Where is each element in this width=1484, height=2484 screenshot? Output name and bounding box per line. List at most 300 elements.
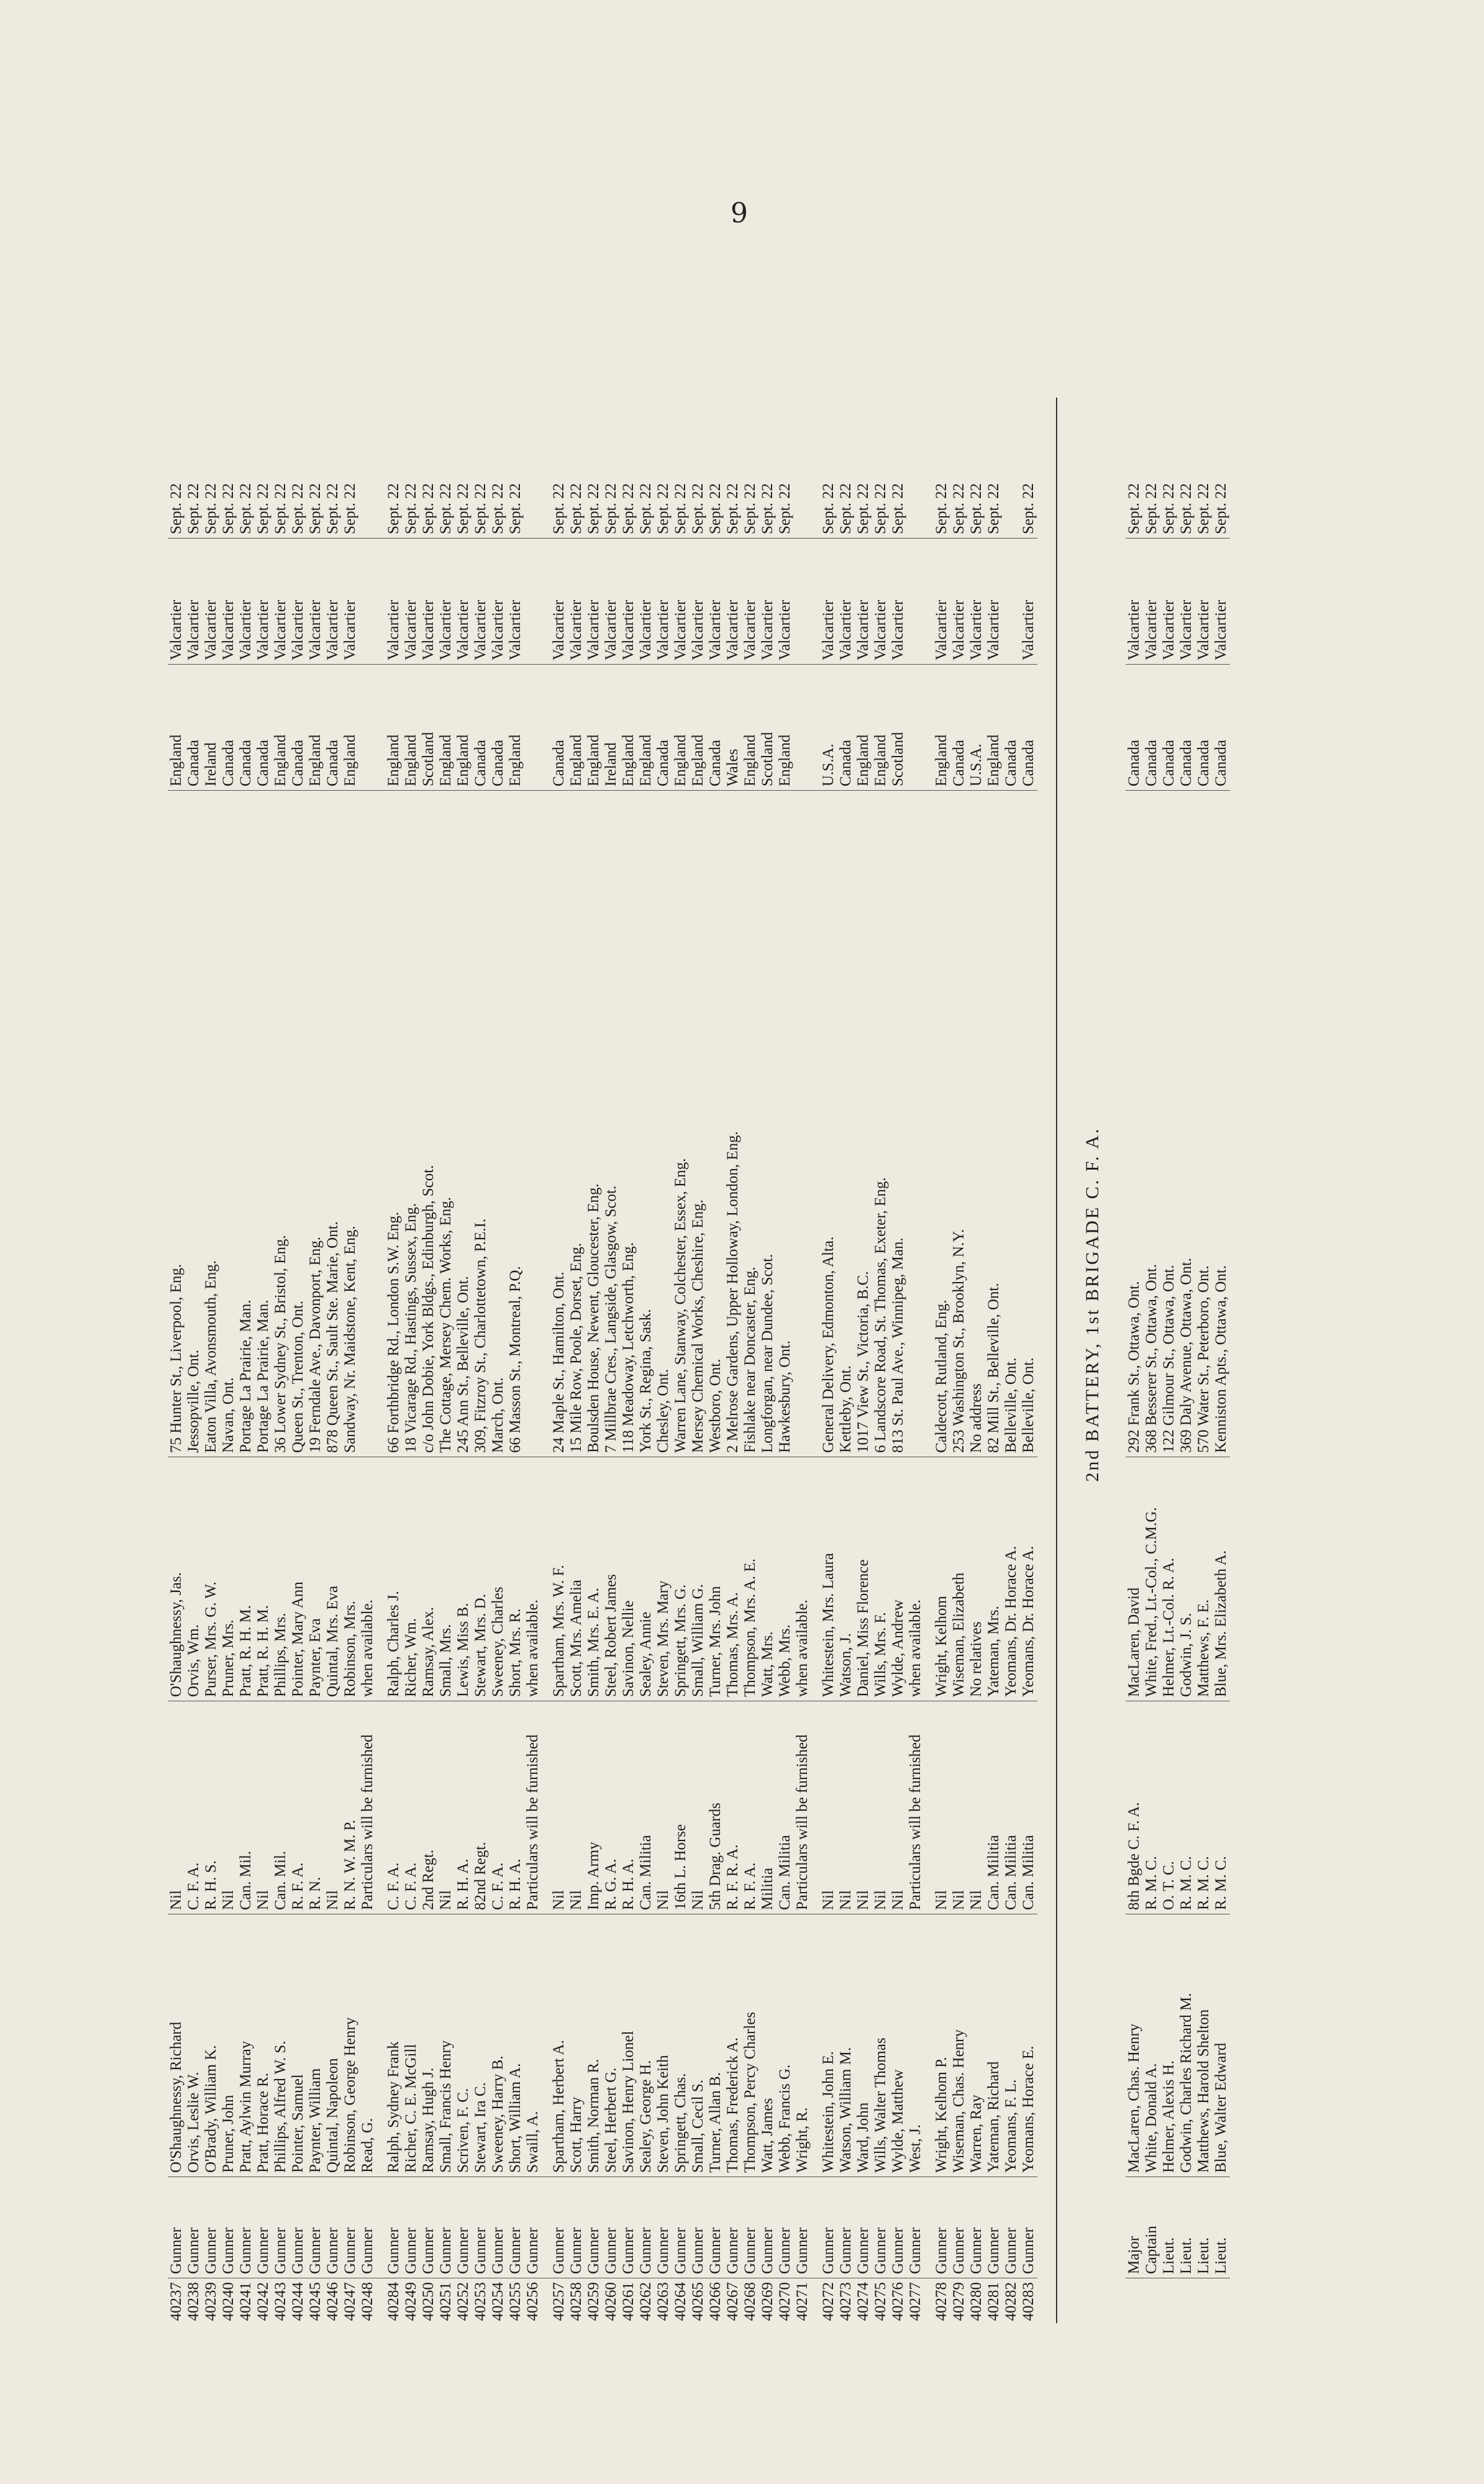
cell-name: Small, Cecil S.	[690, 1914, 707, 2177]
cell-rank: Gunner	[585, 2177, 603, 2278]
table-row	[507, 437, 524, 2360]
cell-place: Valcartier	[742, 539, 759, 665]
cell-date: Sept. 22	[1178, 437, 1195, 539]
cell-unit: Particulars will be furnished	[907, 1701, 924, 1914]
table-row	[324, 437, 342, 2360]
cell-address: 66 Forthbridge Rd., London S.W. Eng.	[385, 791, 403, 1457]
cell-kin: when available.	[794, 1457, 811, 1701]
cell-address	[907, 791, 924, 1457]
cell-place: Valcartier	[1143, 539, 1160, 665]
cell-kin: Blue, Mrs. Elizabeth A.	[1213, 1457, 1230, 1701]
cell-num	[1143, 2278, 1160, 2361]
cell-unit: 5th Drag. Guards	[707, 1701, 724, 1914]
nominal-roll-table	[168, 437, 1037, 2360]
cell-rank: Gunner	[203, 2177, 220, 2278]
cell-kin: Steven, Mrs. Mary	[655, 1457, 672, 1701]
cell-num: 40251	[437, 2282, 454, 2321]
cell-address: 15 Mile Row, Poole, Dorset, Eng.	[568, 791, 585, 1457]
cell-date: Sept. 22	[1126, 437, 1143, 539]
cell-date: Sept. 22	[568, 437, 585, 539]
cell-num: 40269	[759, 2282, 776, 2321]
cell-address: Navan, Ont.	[220, 791, 237, 1457]
cell-rank: Gunner	[220, 2177, 237, 2278]
cell-unit: 16th L. Horse	[672, 1701, 690, 1914]
cell-place: Valcartier	[690, 539, 707, 665]
cell-place: Valcartier	[403, 539, 420, 665]
cell-country: Wales	[724, 665, 742, 791]
cell-unit: Can. Mil.	[237, 1701, 255, 1914]
cell-unit: Nil	[220, 1701, 237, 1914]
cell-date	[794, 437, 811, 539]
cell-address: Eaton Villa, Avonsmouth, Eng.	[203, 791, 220, 1457]
cell-name: Warren, Ray	[968, 1914, 985, 2177]
cell-num: 40278	[933, 2282, 950, 2321]
cell-place: Valcartier	[1160, 539, 1178, 665]
table-row	[237, 437, 255, 2360]
cell-rank: Major	[1126, 2177, 1143, 2278]
cell-unit: R. H. A.	[620, 1701, 637, 1914]
cell-num: 40284	[385, 2282, 402, 2321]
cell-country: England	[620, 665, 637, 791]
cell-kin: Small, William G.	[690, 1457, 707, 1701]
table-row	[1213, 437, 1230, 2360]
cell-country: Canada	[1126, 665, 1143, 791]
cell-kin: when available.	[524, 1457, 542, 1701]
cell-country: Canada	[1213, 665, 1230, 791]
cell-country: Canada	[1143, 665, 1160, 791]
cell-rank: Gunner	[272, 2177, 289, 2278]
cell-name: O'Brady, William K.	[203, 1914, 220, 2177]
cell-num: 40244	[289, 2282, 306, 2321]
cell-num: 40263	[655, 2282, 671, 2321]
cell-address: 292 Frank St., Ottawa, Ont.	[1126, 791, 1143, 1457]
table-row	[672, 437, 690, 2360]
cell-date: Sept. 22	[255, 437, 272, 539]
cell-unit: 82nd Regt.	[472, 1701, 489, 1914]
cell-address: General Delivery, Edmonton, Alta.	[820, 791, 837, 1457]
cell-place: Valcartier	[585, 539, 603, 665]
cell-place: Valcartier	[968, 539, 985, 665]
table-row	[550, 437, 568, 2360]
table-row	[759, 437, 776, 2360]
cell-num: 40248	[359, 2282, 376, 2321]
cell-date: Sept. 22	[272, 437, 289, 539]
cell-name: Matthews, Harold Shelton	[1195, 1914, 1213, 2177]
cell-place: Valcartier	[837, 539, 855, 665]
cell-kin: Thompson, Mrs. A. E.	[742, 1457, 759, 1701]
cell-num: 40240	[220, 2282, 237, 2321]
table-row	[794, 437, 811, 2360]
cell-date: Sept. 22	[437, 437, 455, 539]
cell-kin: Short, Mrs. R.	[507, 1457, 524, 1701]
cell-kin: Daniel, Miss Florence	[855, 1457, 872, 1701]
cell-date: Sept. 22	[385, 437, 403, 539]
cell-rank: Gunner	[837, 2177, 855, 2278]
cell-date: Sept. 22	[307, 437, 324, 539]
cell-country: England	[403, 665, 420, 791]
table-row	[933, 437, 950, 2360]
table-row	[472, 437, 489, 2360]
cell-country: Canada	[255, 665, 272, 791]
cell-rank: Gunner	[1020, 2177, 1037, 2278]
cell-unit: Nil	[550, 1701, 568, 1914]
cell-num: 40276	[890, 2282, 906, 2321]
cell-unit: Can. Militia	[776, 1701, 794, 1914]
table-row	[359, 437, 376, 2360]
cell-name: Wiseman, Chas. Henry	[950, 1914, 968, 2177]
cell-place: Valcartier	[707, 539, 724, 665]
cell-name: Steel, Herbert G.	[603, 1914, 620, 2177]
cell-num: 40267	[724, 2282, 741, 2321]
cell-date: Sept. 22	[489, 437, 507, 539]
cell-country: Canada	[237, 665, 255, 791]
cell-name: White, Donald A.	[1143, 1914, 1160, 2177]
cell-kin: Ralph, Charles J.	[385, 1457, 403, 1701]
cell-unit: Nil	[837, 1701, 855, 1914]
cell-address: 368 Besserer St., Ottawa, Ont.	[1143, 791, 1160, 1457]
cell-kin: Stewart, Mrs. D.	[472, 1457, 489, 1701]
table-row	[872, 437, 890, 2360]
table-row	[603, 437, 620, 2360]
cell-kin: Pratt, R. H. M.	[255, 1457, 272, 1701]
cell-address	[524, 791, 542, 1457]
page-number: 9	[731, 198, 748, 229]
cell-date: Sept. 22	[455, 437, 472, 539]
cell-unit: R. F. A.	[742, 1701, 759, 1914]
cell-country: Scotland	[890, 665, 907, 791]
table-row	[524, 437, 542, 2360]
cell-address: Kenniston Apts., Ottawa, Ont.	[1213, 791, 1230, 1457]
cell-name: Wright, Kelhom P.	[933, 1914, 950, 2177]
cell-unit: C. F. A.	[403, 1701, 420, 1914]
cell-country: England	[742, 665, 759, 791]
cell-country	[907, 665, 924, 791]
table-row	[655, 437, 672, 2360]
cell-name: Sealey, George H.	[637, 1914, 655, 2177]
cell-country	[794, 665, 811, 791]
cell-name: Thomas, Frederick A.	[724, 1914, 742, 2177]
cell-kin: Robinson, Mrs.	[342, 1457, 359, 1701]
cell-rank: Gunner	[385, 2177, 403, 2278]
cell-date: Sept. 22	[420, 437, 437, 539]
cell-country: U.S.A.	[820, 665, 837, 791]
cell-address: No address	[968, 791, 985, 1457]
cell-name: Ward, John	[855, 1914, 872, 2177]
cell-kin: Purser, Mrs. G. W.	[203, 1457, 220, 1701]
cell-rank: Lieut.	[1160, 2177, 1178, 2278]
cell-place: Valcartier	[1178, 539, 1195, 665]
cell-address: 6 Landscore Road, St. Thomas, Exeter, Eng.	[872, 791, 890, 1457]
cell-rank: Gunner	[907, 2177, 924, 2278]
cell-address: 813 St. Paul Ave., Winnipeg, Man.	[890, 791, 907, 1457]
cell-unit: R. G. A.	[603, 1701, 620, 1914]
cell-num: 40283	[1020, 2282, 1037, 2321]
cell-num: 40243	[272, 2282, 289, 2321]
table-row	[455, 437, 472, 2360]
cell-rank: Gunner	[437, 2177, 455, 2278]
cell-date: Sept. 22	[690, 437, 707, 539]
cell-place	[524, 539, 542, 665]
cell-name: Webb, Francis G.	[776, 1914, 794, 2177]
cell-address: Hawkesbury, Ont.	[776, 791, 794, 1457]
cell-rank: Gunner	[489, 2177, 507, 2278]
table-row	[385, 437, 403, 2360]
cell-address: Fishlake near Doncaster, Eng.	[742, 791, 759, 1457]
cell-unit: R. M. C.	[1178, 1701, 1195, 1914]
cell-num: 40253	[472, 2282, 489, 2321]
section-divider	[1056, 398, 1057, 2323]
cell-unit: Particulars will be furnished	[359, 1701, 376, 1914]
section-heading: 2nd BATTERY, 1st BRIGADE C. F. A.	[1082, 1127, 1103, 1482]
cell-country: Canada	[837, 665, 855, 791]
cell-country: Ireland	[203, 665, 220, 791]
cell-unit: R. H. A.	[455, 1701, 472, 1914]
cell-date: Sept. 22	[672, 437, 690, 539]
cell-kin: Pointer, Mary Ann	[289, 1457, 307, 1701]
cell-num: 40238	[185, 2282, 202, 2321]
cell-rank: Gunner	[855, 2177, 872, 2278]
cell-kin: Wylde, Andrew	[890, 1457, 907, 1701]
cell-country: England	[385, 665, 403, 791]
cell-country: England	[672, 665, 690, 791]
cell-name: Whitestein, John E.	[820, 1914, 837, 2177]
table-row	[203, 437, 220, 2360]
cell-rank: Gunner	[420, 2177, 437, 2278]
cell-date: Sept. 22	[855, 437, 872, 539]
cell-name: Pruner, John	[220, 1914, 237, 2177]
cell-name: Read, G.	[359, 1914, 376, 2177]
cell-kin: when available.	[359, 1457, 376, 1701]
cell-num: 40268	[742, 2282, 758, 2321]
cell-name: Wylde, Matthew	[890, 1914, 907, 2177]
cell-name: Scott, Harry	[568, 1914, 585, 2177]
cell-place: Valcartier	[1195, 539, 1213, 665]
cell-rank: Gunner	[933, 2177, 950, 2278]
table-row	[620, 437, 637, 2360]
cell-num: 40242	[255, 2282, 271, 2321]
cell-date: Sept. 22	[759, 437, 776, 539]
cell-address: 878 Queen St., Sault Ste. Marie, Ont.	[324, 791, 342, 1457]
cell-place: Valcartier	[933, 539, 950, 665]
cell-kin: Paynter, Eva	[307, 1457, 324, 1701]
cell-unit: Nil	[890, 1701, 907, 1914]
cell-rank: Gunner	[307, 2177, 324, 2278]
cell-name: Ramsay, Hugh J.	[420, 1914, 437, 2177]
cell-date: Sept. 22	[890, 437, 907, 539]
cell-num	[1213, 2278, 1230, 2361]
cell-date: Sept. 22	[585, 437, 603, 539]
cell-date: Sept. 22	[220, 437, 237, 539]
cell-num: 40258	[568, 2282, 585, 2321]
cell-place: Valcartier	[272, 539, 289, 665]
cell-place: Valcartier	[185, 539, 203, 665]
cell-address: The Cottage, Mersey Chem. Works, Eng.	[437, 791, 455, 1457]
cell-num: 40237	[168, 2282, 184, 2321]
cell-place: Valcartier	[985, 539, 1003, 665]
cell-kin: O'Shaughnessy, Jas.	[168, 1457, 185, 1701]
cell-address: 570 Water St., Peterboro, Ont.	[1195, 791, 1213, 1457]
cell-country: England	[272, 665, 289, 791]
cell-place: Valcartier	[289, 539, 307, 665]
cell-num: 40280	[968, 2282, 985, 2321]
cell-num: 40239	[203, 2282, 219, 2321]
cell-address: 18 Vicarage Rd., Hastings, Sussex, Eng.	[403, 791, 420, 1457]
cell-date: Sept. 22	[203, 437, 220, 539]
cell-country	[524, 665, 542, 791]
cell-country: Canada	[707, 665, 724, 791]
cell-place: Valcartier	[759, 539, 776, 665]
cell-name: Smith, Norman R.	[585, 1914, 603, 2177]
cell-date: Sept. 22	[655, 437, 672, 539]
cell-kin: Quintal, Mrs. Eva	[324, 1457, 342, 1701]
cell-num: 40257	[550, 2282, 567, 2321]
cell-rank: Gunner	[637, 2177, 655, 2278]
group-gap	[376, 437, 385, 2360]
cell-date: Sept. 22	[1143, 437, 1160, 539]
cell-num: 40250	[420, 2282, 437, 2321]
cell-address: Kettleby, Ont.	[837, 791, 855, 1457]
cell-place: Valcartier	[220, 539, 237, 665]
table-row	[1178, 437, 1195, 2360]
cell-date: Sept. 22	[742, 437, 759, 539]
cell-name: Yeomans, Horace E.	[1020, 1914, 1037, 2177]
cell-name: MacLaren, Chas. Henry	[1126, 1914, 1143, 2177]
cell-date: Sept. 22	[724, 437, 742, 539]
cell-kin: Smith, Mrs. E. A.	[585, 1457, 603, 1701]
table-row	[342, 437, 359, 2360]
cell-num: 40254	[489, 2282, 506, 2321]
cell-kin: Webb, Mrs.	[776, 1457, 794, 1701]
cell-num: 40261	[620, 2282, 637, 2321]
cell-country: Canada	[1003, 665, 1020, 791]
cell-address: Warren Lane, Stanway, Colchester, Essex, Eng.	[672, 791, 690, 1457]
cell-date: Sept. 22	[472, 437, 489, 539]
cell-unit: Imp. Army	[585, 1701, 603, 1914]
cell-unit: Nil	[168, 1701, 185, 1914]
cell-address: 24 Maple St., Hamilton, Ont.	[550, 791, 568, 1457]
cell-rank: Gunner	[289, 2177, 307, 2278]
cell-rank: Gunner	[690, 2177, 707, 2278]
cell-kin: Matthews, F. E.	[1195, 1457, 1213, 1701]
cell-name: West, J.	[907, 1914, 924, 2177]
cell-num: 40275	[872, 2282, 889, 2321]
cell-date: Sept. 22	[637, 437, 655, 539]
table-row	[985, 437, 1003, 2360]
table-row	[1003, 437, 1020, 2360]
cell-kin: Steel, Robert James	[603, 1457, 620, 1701]
cell-address: Caldecott, Rutland, Eng.	[933, 791, 950, 1457]
cell-date	[907, 437, 924, 539]
cell-rank: Gunner	[724, 2177, 742, 2278]
cell-kin: Pruner, Mrs.	[220, 1457, 237, 1701]
cell-kin: Phillips, Mrs.	[272, 1457, 289, 1701]
cell-unit: C. F. A.	[385, 1701, 403, 1914]
cell-date: Sept. 22	[237, 437, 255, 539]
cell-address: 19 Ferndale Ave., Davonport, Eng.	[307, 791, 324, 1457]
cell-num: 40256	[524, 2282, 541, 2321]
cell-place: Valcartier	[890, 539, 907, 665]
cell-name: Spartham, Herbert A.	[550, 1914, 568, 2177]
cell-address: Belleville, Ont.	[1003, 791, 1020, 1457]
cell-num: 40270	[776, 2282, 793, 2321]
cell-unit: Nil	[255, 1701, 272, 1914]
cell-rank: Gunner	[794, 2177, 811, 2278]
cell-rank: Gunner	[759, 2177, 776, 2278]
cell-place: Valcartier	[820, 539, 837, 665]
cell-unit: Nil	[872, 1701, 890, 1914]
cell-date: Sept. 22	[950, 437, 968, 539]
table-row	[890, 437, 907, 2360]
table-row	[855, 437, 872, 2360]
cell-rank: Gunner	[550, 2177, 568, 2278]
cell-date: Sept. 22	[872, 437, 890, 539]
cell-rank: Gunner	[655, 2177, 672, 2278]
cell-place: Valcartier	[385, 539, 403, 665]
cell-name: Blue, Walter Edward	[1213, 1914, 1230, 2177]
cell-rank: Gunner	[1003, 2177, 1020, 2278]
cell-place: Valcartier	[1126, 539, 1143, 665]
cell-unit: R. F. A.	[289, 1701, 307, 1914]
cell-place: Valcartier	[672, 539, 690, 665]
cell-name: Pointer, Samuel	[289, 1914, 307, 2177]
cell-unit: R. M. C.	[1213, 1701, 1230, 1914]
cell-rank: Gunner	[403, 2177, 420, 2278]
table-row	[1143, 437, 1160, 2360]
cell-kin: No relatives	[968, 1457, 985, 1701]
cell-num: 40274	[855, 2282, 872, 2321]
group-gap	[924, 437, 933, 2360]
cell-date	[359, 437, 376, 539]
cell-country: England	[568, 665, 585, 791]
cell-unit: Nil	[324, 1701, 342, 1914]
cell-place: Valcartier	[655, 539, 672, 665]
cell-place: Valcartier	[637, 539, 655, 665]
cell-unit: 8th Bgde C. F. A.	[1126, 1701, 1143, 1914]
cell-rank: Gunner	[342, 2177, 359, 2278]
cell-place: Valcartier	[420, 539, 437, 665]
cell-kin: Wiseman, Elizabeth	[950, 1457, 968, 1701]
cell-date: Sept. 22	[1020, 437, 1037, 539]
cell-unit: R. M. C.	[1143, 1701, 1160, 1914]
cell-rank: Gunner	[985, 2177, 1003, 2278]
cell-date: Sept. 22	[968, 437, 985, 539]
cell-place	[794, 539, 811, 665]
cell-country: England	[585, 665, 603, 791]
cell-num: 40279	[950, 2282, 967, 2321]
cell-rank: Gunner	[890, 2177, 907, 2278]
cell-name: Small, Francis Henry	[437, 1914, 455, 2177]
cell-name: Thompson, Percy Charles	[742, 1914, 759, 2177]
cell-place: Valcartier	[550, 539, 568, 665]
table-row	[1160, 437, 1178, 2360]
cell-kin: Savinon, Nellie	[620, 1457, 637, 1701]
cell-country: Canada	[472, 665, 489, 791]
cell-num: 40281	[985, 2282, 1002, 2321]
cell-unit: R. N.	[307, 1701, 324, 1914]
cell-unit: Nil	[568, 1701, 585, 1914]
cell-date: Sept. 22	[985, 437, 1003, 539]
cell-num	[1160, 2278, 1178, 2361]
table-row	[1020, 437, 1037, 2360]
cell-country: England	[437, 665, 455, 791]
cell-unit: Nil	[855, 1701, 872, 1914]
cell-date: Sept. 22	[550, 437, 568, 539]
cell-name: Stewart, Ira C.	[472, 1914, 489, 2177]
cell-place: Valcartier	[489, 539, 507, 665]
cell-date: Sept. 22	[820, 437, 837, 539]
table-row	[585, 437, 603, 2360]
cell-num: 40246	[324, 2282, 341, 2321]
